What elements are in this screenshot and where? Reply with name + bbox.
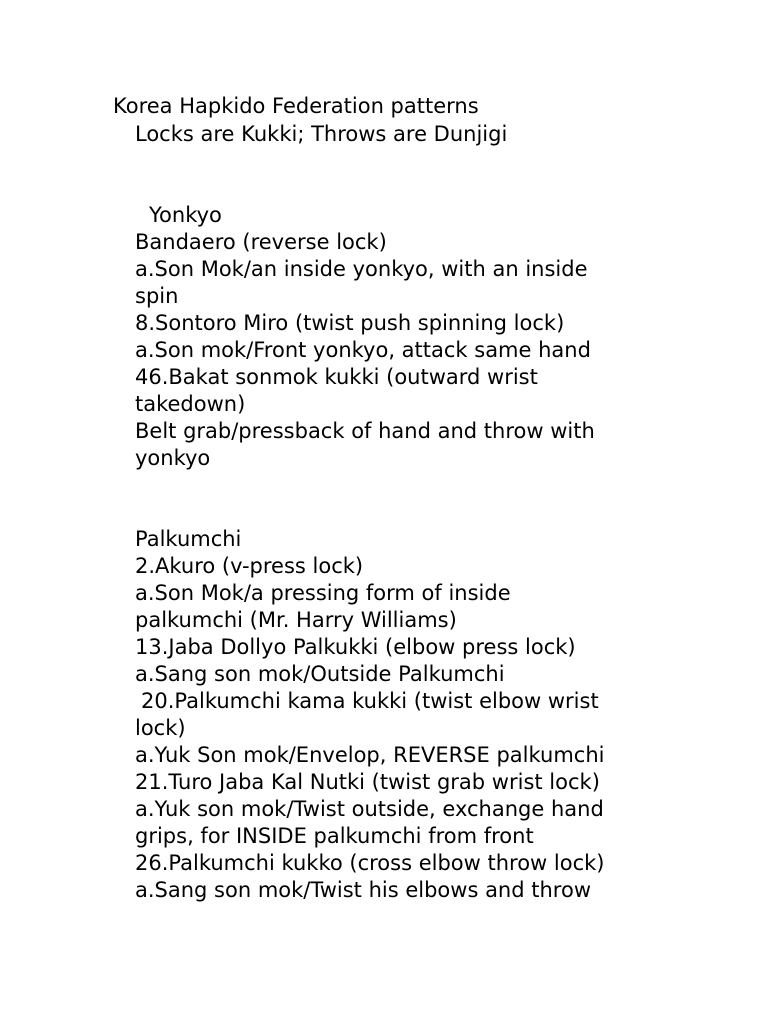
section-line: a.Yuk son mok/Twist outside, exchange hand	[135, 797, 604, 821]
section-line: 20.Palkumchi kama kukki (twist elbow wrist	[141, 689, 599, 713]
section-line: a.Yuk Son mok/Envelop, REVERSE palkumchi	[135, 743, 605, 767]
section-line: a.Sang son mok/Outside Palkumchi	[135, 662, 505, 686]
section-line: a.Son Mok/a pressing form of inside	[135, 581, 511, 605]
section-line: 21.Turo Jaba Kal Nutki (twist grab wrist lock)	[135, 770, 600, 794]
section-line: Bandaero (reverse lock)	[135, 230, 387, 254]
section-heading-palkumchi: Palkumchi	[135, 527, 242, 551]
section-line: 2.Akuro (v-press lock)	[135, 554, 364, 578]
section-line: 26.Palkumchi kukko (cross elbow throw lock)	[135, 851, 605, 875]
section-line: 13.Jaba Dollyo Palkukki (elbow press lock)	[135, 635, 576, 659]
document-title: Korea Hapkido Federation patterns	[113, 94, 479, 118]
section-line: a.Sang son mok/Twist his elbows and throw	[135, 878, 591, 902]
section-line: lock)	[135, 716, 186, 740]
section-heading-yonkyo: Yonkyo	[149, 203, 222, 227]
section-line: a.Son Mok/an inside yonkyo, with an inside	[135, 257, 588, 281]
section-line: 46.Bakat sonmok kukki (outward wrist	[135, 365, 538, 389]
section-line: grips, for INSIDE palkumchi from front	[135, 824, 534, 848]
document-subtitle: Locks are Kukki; Throws are Dunjigi	[135, 122, 508, 146]
section-line: palkumchi (Mr. Harry Williams)	[135, 608, 457, 632]
section-line: a.Son mok/Front yonkyo, attack same hand	[135, 338, 591, 362]
section-line: takedown)	[135, 392, 246, 416]
section-line: Belt grab/pressback of hand and throw with	[135, 419, 595, 443]
section-line: spin	[135, 284, 179, 308]
section-line: 8.Sontoro Miro (twist push spinning lock)	[135, 311, 565, 335]
section-line: yonkyo	[135, 446, 211, 470]
